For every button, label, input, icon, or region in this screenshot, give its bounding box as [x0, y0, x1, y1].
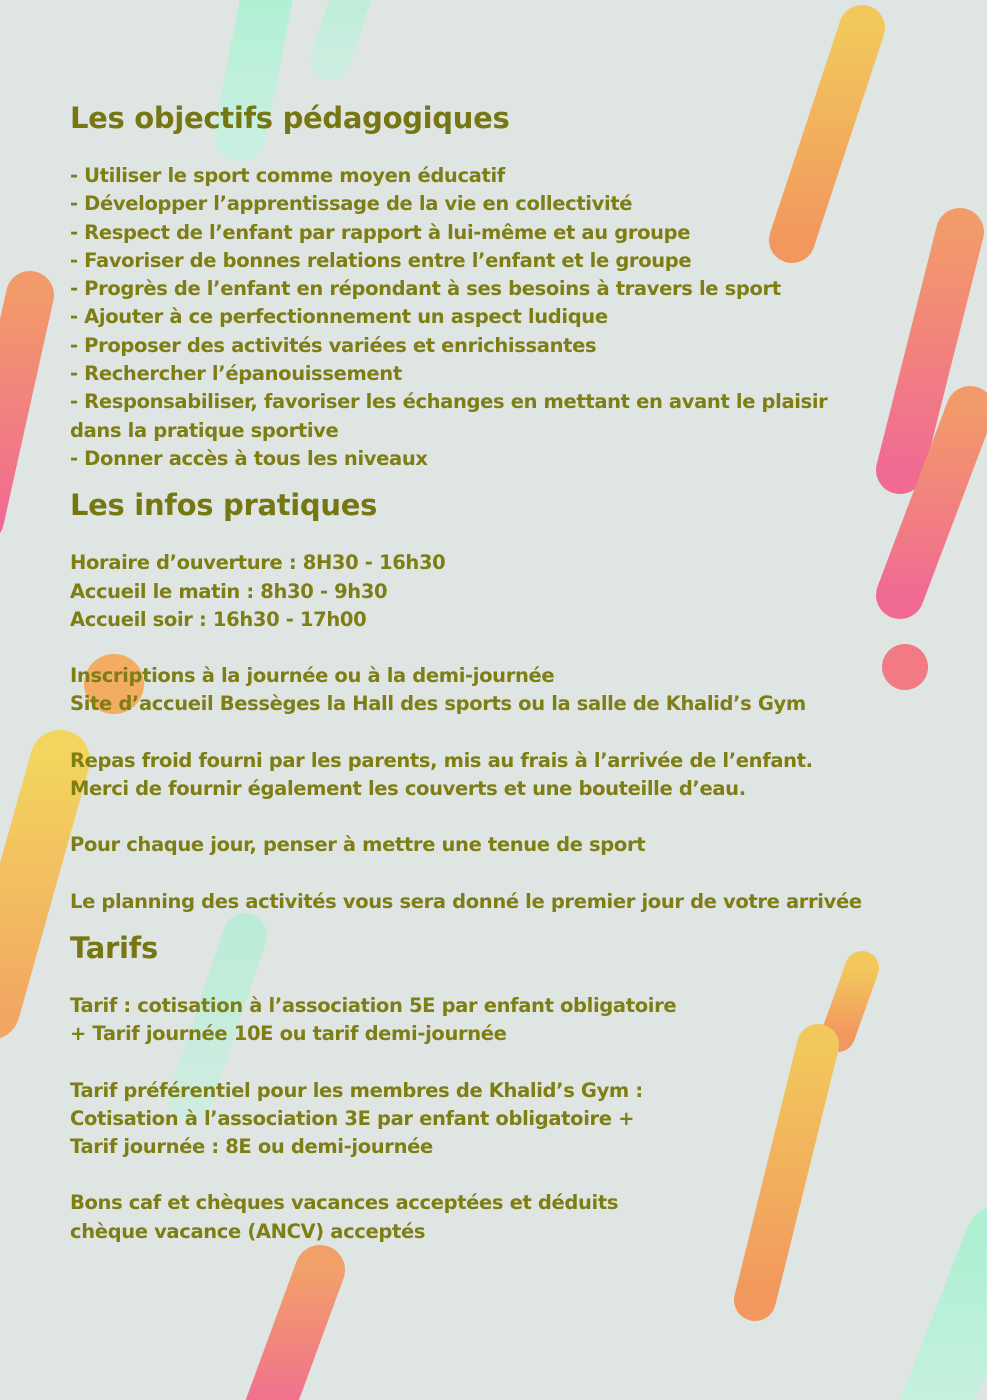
- objectif-item: - Favoriser de bonnes relations entre l’enfant et le groupe: [70, 248, 692, 272]
- objectif-item: - Ajouter à ce perfectionnement un aspect ludique: [70, 305, 608, 329]
- tarif-preferentiel-line: Cotisation à l’association 3E par enfant obligatoire +: [70, 1106, 635, 1130]
- bons-line: chèque vacance (ANCV) acceptés: [70, 1219, 426, 1243]
- mint-stroke-bottom-right: [930, 1240, 987, 1400]
- objectif-item: - Responsabiliser, favoriser les échanges en mettant en avant le plaisir: [70, 390, 828, 414]
- document-content: [70, 98, 950, 1246]
- horaires-block: [70, 549, 950, 634]
- tenue-line: Pour chaque jour, penser à mettre une tenue de sport: [70, 833, 646, 857]
- pink-stroke-left-top: [0, 295, 30, 520]
- horaire-line: Accueil le matin : 8h30 - 9h30: [70, 579, 388, 603]
- mint-stroke-top-2: [330, 0, 360, 60]
- bons-line: Bons caf et chèques vacances acceptées et déduits: [70, 1191, 619, 1215]
- yellow-stroke-left: [0, 760, 60, 1010]
- objectif-item: - Proposer des activités variées et enrichissantes: [70, 333, 597, 357]
- horaire-line: Accueil soir : 16h30 - 17h00: [70, 607, 367, 631]
- tarif-line: Tarif : cotisation à l’association 5E par enfant obligatoire: [70, 993, 677, 1017]
- repas-line: Repas froid fourni par les parents, mis au frais à l’arrivée de l’enfant.: [70, 748, 813, 772]
- tarif-preferentiel-line: Tarif préférentiel pour les membres de Khalid’s Gym :: [70, 1078, 643, 1102]
- inscriptions-block: [70, 662, 950, 719]
- tarif-line: + Tarif journée 10E ou tarif demi-journée: [70, 1022, 507, 1046]
- inscription-line: Inscriptions à la journée ou à la demi-journée: [70, 664, 555, 688]
- tarif-preferentiel-block: [70, 1077, 950, 1162]
- section-title-tarifs: Tarifs: [70, 930, 158, 965]
- site-accueil-line: Site d’accueil Bessèges la Hall des sports ou la salle de Khalid’s Gym: [70, 692, 806, 716]
- objectif-item: - Utiliser le sport comme moyen éducatif: [70, 164, 505, 187]
- bons-block: [70, 1189, 950, 1246]
- objectif-item: - Respect de l’enfant par rapport à lui-même et au groupe: [70, 220, 691, 244]
- horaire-line: Horaire d’ouverture : 8H30 - 16h30: [70, 551, 446, 575]
- planning-line: Le planning des activités vous sera donné le premier jour de votre arrivée: [70, 889, 862, 913]
- tarif-preferentiel-line: Tarif journée : 8E ou demi-journée: [70, 1135, 433, 1159]
- objectifs-list: [70, 162, 950, 473]
- pink-stroke-bottom: [265, 1270, 320, 1400]
- section-title-objectifs: Les objectifs pédagogiques: [70, 101, 510, 135]
- planning-block: [70, 888, 950, 916]
- tenue-block: [70, 831, 950, 859]
- tarif-standard-block: [70, 992, 950, 1049]
- objectif-item-continuation: dans la pratique sportive: [70, 418, 339, 442]
- repas-block: [70, 747, 950, 804]
- objectif-item: - Rechercher l’épanouissement: [70, 362, 402, 386]
- objectif-item: - Donner accès à tous les niveaux: [70, 446, 428, 470]
- repas-line: Merci de fournir également les couverts et une bouteille d’eau.: [70, 777, 746, 801]
- objectif-item: - Progrès de l’enfant en répondant à ses besoins à travers le sport: [70, 277, 781, 301]
- section-title-infos: Les infos pratiques: [70, 488, 378, 523]
- objectif-item: - Développer l’apprentissage de la vie en collectivité: [70, 192, 633, 216]
